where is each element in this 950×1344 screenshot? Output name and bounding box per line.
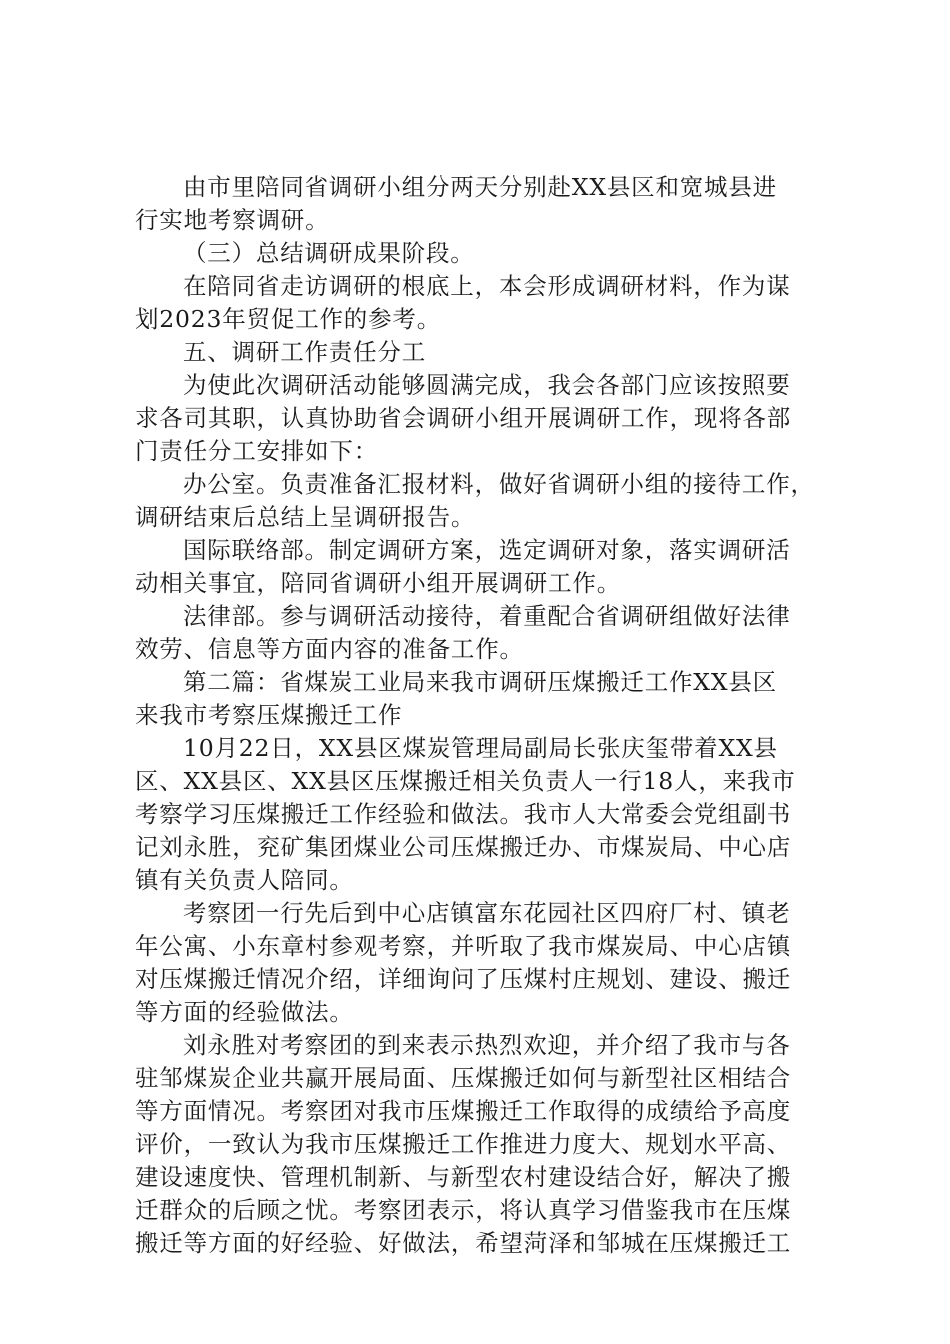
- section-heading: 五、调研工作责任分工: [183, 338, 426, 366]
- text-line: 等方面情况。考察团对我市压煤搬迁工作取得的成绩给予高度: [135, 1097, 792, 1125]
- text-line: 年公寓、小东章村参观考察，并听取了我市煤炭局、中心店镇: [135, 932, 792, 960]
- section-heading: （三）总结调研成果阶段。: [183, 239, 475, 267]
- text-line: 效劳、信息等方面内容的准备工作。: [135, 635, 524, 663]
- text-line: 门责任分工安排如下：: [135, 437, 378, 465]
- text-line: 搬迁等方面的好经验、好做法，希望菏泽和邹城在压煤搬迁工: [135, 1229, 792, 1257]
- text-line: 10月22日，XX县区煤炭管理局副局长张庆玺带着XX县: [183, 734, 778, 762]
- text-line: 国际联络部。制定调研方案，选定调研对象，落实调研活: [183, 536, 791, 564]
- text-line: 对压煤搬迁情况介绍，详细询问了压煤村庄规划、建设、搬迁: [135, 965, 792, 993]
- text-line: 由市里陪同省调研小组分两天分别赴XX县区和宽城县进: [183, 173, 777, 201]
- text-line: 考察团一行先后到中心店镇富东花园社区四府厂村、镇老: [183, 899, 791, 927]
- chapter-title: 来我市考察压煤搬迁工作: [135, 701, 403, 729]
- text-line: 为使此次调研活动能够圆满完成，我会各部门应该按照要: [183, 371, 791, 399]
- text-line: 行实地考察调研。: [135, 206, 330, 234]
- text-line: 法律部。参与调研活动接待，着重配合省调研组做好法律: [183, 602, 791, 630]
- text-line: 考察学习压煤搬迁工作经验和做法。我市人大常委会党组副书: [135, 800, 792, 828]
- text-line: 镇有关负责人陪同。: [135, 866, 354, 894]
- text-line: 迁群众的后顾之忧。考察团表示，将认真学习借鉴我市在压煤: [135, 1196, 792, 1224]
- text-line: 刘永胜对考察团的到来表示热烈欢迎，并介绍了我市与各: [183, 1031, 791, 1059]
- chapter-title: 第二篇：省煤炭工业局来我市调研压煤搬迁工作XX县区: [183, 668, 777, 696]
- text-line: 评价，一致认为我市压煤搬迁工作推进力度大、规划水平高、: [135, 1130, 792, 1158]
- document-body: [135, 171, 831, 1260]
- text-line: 等方面的经验做法。: [135, 998, 354, 1026]
- text-line: 办公室。负责准备汇报材料，做好省调研小组的接待工作，: [183, 470, 815, 498]
- text-line: 区、XX县区、XX县区压煤搬迁相关负责人一行18人，来我市: [135, 767, 796, 795]
- text-line: 在陪同省走访调研的根底上，本会形成调研材料，作为谋: [183, 272, 791, 300]
- text-line: 划2023年贸促工作的参考。: [135, 305, 442, 333]
- text-line: 调研结束后总结上呈调研报告。: [135, 503, 476, 531]
- text-line: 记刘永胜，兖矿集团煤业公司压煤搬迁办、市煤炭局、中心店: [135, 833, 792, 861]
- text-line: 建设速度快、管理机制新、与新型农村建设结合好，解决了搬: [135, 1163, 792, 1191]
- text-line: 求各司其职，认真协助省会调研小组开展调研工作，现将各部: [135, 404, 792, 432]
- text-line: 驻邹煤炭企业共赢开展局面、压煤搬迁如何与新型社区相结合: [135, 1064, 792, 1092]
- text-line: 动相关事宜，陪同省调研小组开展调研工作。: [135, 569, 621, 597]
